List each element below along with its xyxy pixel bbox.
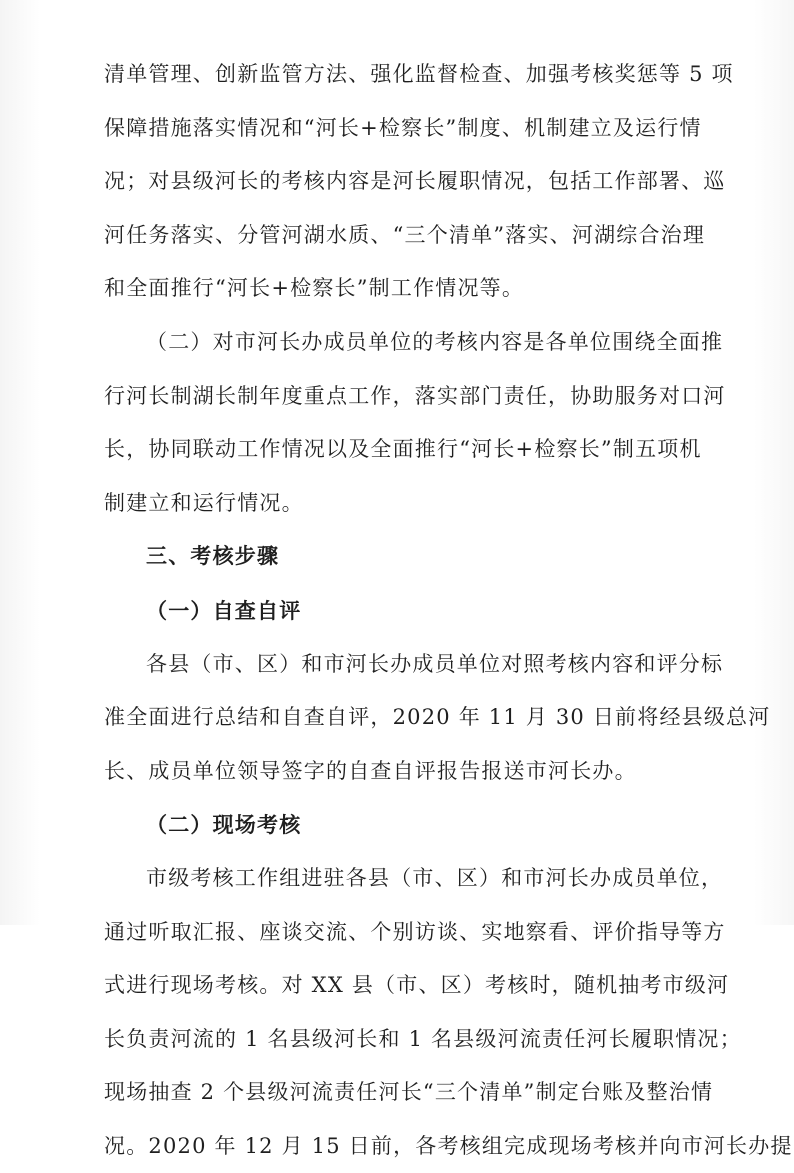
paragraph-line: 清单管理、创新监管方法、强化监督检查、加强考核奖惩等 5 项 [104,62,734,86]
paragraph-line: 长负责河流的 1 名县级河长和 1 名县级河流责任河长履职情况； [104,1026,742,1051]
subsection-heading: （二）现场考核 [146,812,302,838]
paragraph-line: 市级考核工作组进驻各县（市、区）和市河长办成员单位， [146,865,724,890]
paragraph-line: 况。2020 年 12 月 15 日前，各考核组完成现场考核并向市河长办提 [104,1133,793,1158]
paragraph-line: 和全面推行“河长+检察长”制工作情况等。 [104,276,525,301]
paragraph-line: 保障措施落实情况和“河长+检察长”制度、机制建立及运行情 [104,115,702,140]
paragraph-line: 式进行现场考核。对 XX 县（市、区）考核时，随机抽考市级河 [104,973,730,998]
paragraph-line: 行河长制湖长制年度重点工作，落实部门责任，协助服务对口河 [104,383,726,408]
paragraph-line: （二）对市河长办成员单位的考核内容是各单位围绕全面推 [146,329,724,354]
paragraph-line: 各县（市、区）和市河长办成员单位对照考核内容和评分标 [146,651,724,676]
section-heading: 三、考核步骤 [146,544,280,569]
paragraph-line: 准全面进行总结和自查自评，2020 年 11 月 30 日前将经县级总河 [104,705,771,730]
paragraph-line: 河任务落实、分管河湖水质、“三个清单”落实、河湖综合治理 [104,222,706,247]
paragraph-line: 长，协同联动工作情况以及全面推行“河长+检察长”制五项机 [104,437,702,462]
paragraph-line: 况；对县级河长的考核内容是河长履职情况，包括工作部署、巡 [104,169,726,194]
paragraph-line: 制建立和运行情况。 [104,490,304,515]
paragraph-line: 长、成员单位领导签字的自查自评报告报送市河长办。 [104,758,637,783]
paragraph-line: 现场抽查 2 个县级河流责任河长“三个清单”制定台账及整治情 [104,1080,714,1105]
paragraph-line: 通过听取汇报、座谈交流、个别访谈、实地察看、评价指导等方 [104,919,726,944]
subsection-heading: （一）自查自评 [146,597,302,623]
document-body [104,48,793,1173]
